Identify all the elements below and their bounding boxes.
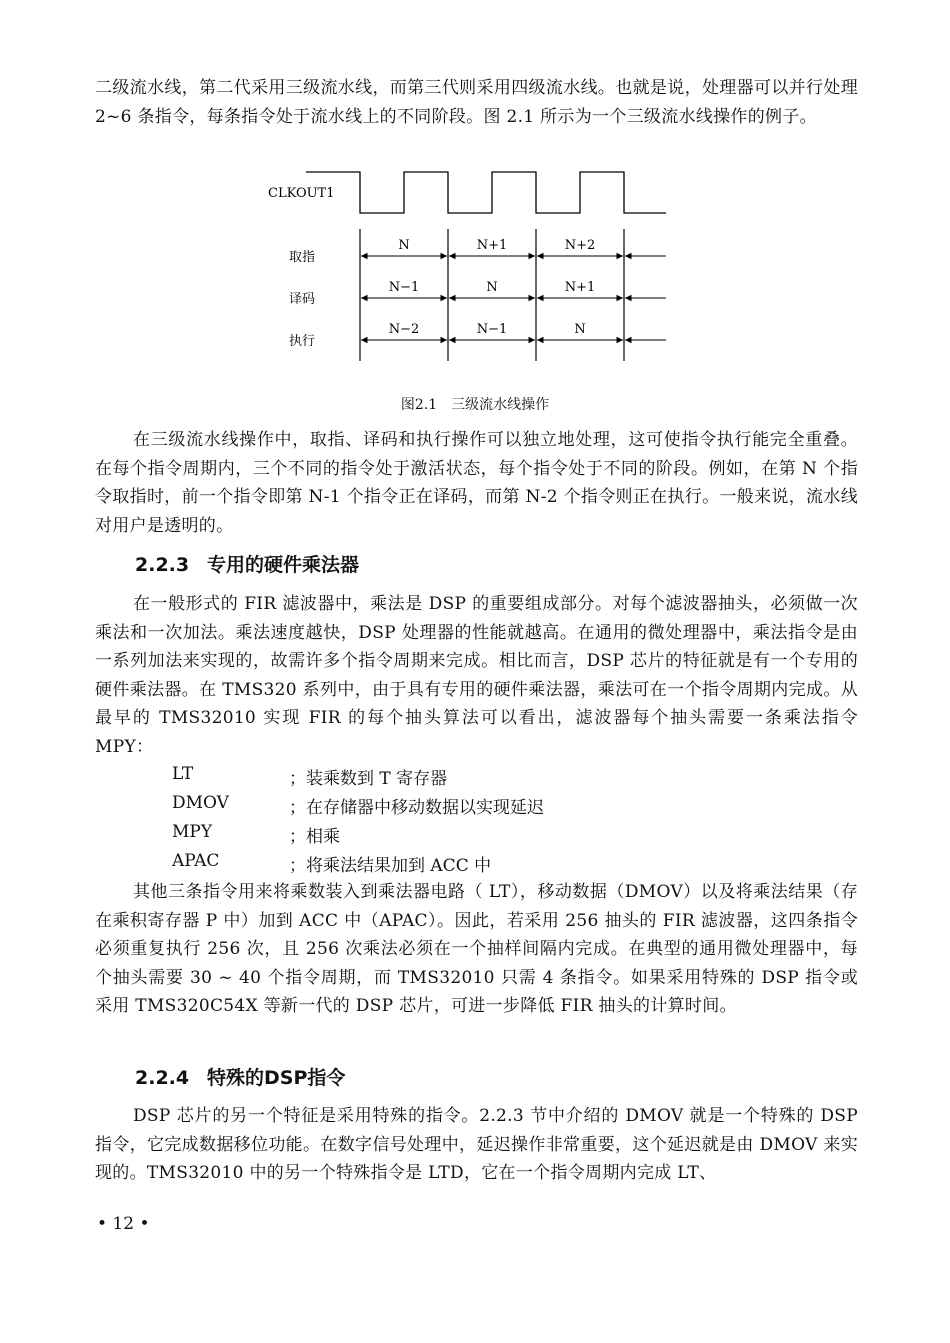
section-heading-224	[135, 1063, 345, 1090]
section-title: 专用的硬件乘法器	[207, 554, 360, 576]
instruction-label: N−1	[388, 280, 420, 295]
instruction-label: N+1	[564, 280, 596, 295]
instruction-label: N	[486, 280, 498, 295]
section-heading-223	[135, 550, 359, 577]
instruction-label: N−2	[388, 322, 420, 337]
instruction-label: N+1	[476, 238, 508, 253]
page-number: • 12 •	[97, 1214, 150, 1234]
code-opcode: MPY	[172, 822, 213, 842]
code-comment: ；相乘	[289, 827, 340, 847]
clock-waveform	[306, 172, 666, 213]
code-comment: ；在存储器中移动数据以实现延迟	[289, 798, 544, 818]
code-opcode: LT	[172, 764, 194, 784]
stage-label: 取指	[289, 250, 316, 265]
stage-label: 译码	[289, 292, 316, 307]
section-number: 2.2.3	[135, 554, 190, 576]
clock-label: CLKOUT1	[268, 186, 335, 201]
code-comment: ；装乘数到 T 寄存器	[289, 769, 448, 789]
stage-label: 执行	[289, 334, 316, 349]
section-title: 特殊的DSP指令	[207, 1067, 346, 1089]
instruction-label: N+2	[564, 238, 596, 253]
paragraph-pipeline: 在三级流水线操作中，取指、译码和执行操作可以独立地处理，这可使指令执行能完全重叠。在每个指令周期内，三个不同的指令处于激活状态，每个指令处于不同的阶段。例如，在第 N 个指令取指时，前一个指令即第 N-1 个指令正在译码，而第 N-2 个指令则正在执行。一般来说，流水线对用户是透明的。	[95, 430, 858, 536]
paragraph-instructions: 其他三条指令用来将乘数装入到乘法器电路（ LT），移动数据（DMOV）以及将乘法结果（存在乘积寄存器 P 中）加到 ACC 中（APAC）。因此，若采用 256 抽头的 FIR 滤波器，这四条指令必须重复执行 256 次，且 256 次乘法必须在一个抽样间隔内完成。在典型的通用微处理器中，每个抽头需要 30 ~ 40 个指令周期，而 TMS32010 只需 4 条指令。如果采用特殊的 DSP 指令或采用 TMS320C54X 等新一代的 DSP 芯片，可进一步降低 FIR 抽头的计算时间。	[95, 882, 858, 1016]
instruction-label: N	[398, 238, 410, 253]
intro-paragraph: 二级流水线，第二代采用三级流水线，而第三代则采用四级流水线。也就是说，处理器可以并行处理 2~6 条指令，每条指令处于流水线上的不同阶段。图 2.1 所示为一个三级流水线操作的例子。	[95, 78, 858, 127]
instruction-label: N−1	[476, 322, 508, 337]
section-number: 2.2.4	[135, 1067, 190, 1089]
instruction-label: N	[574, 322, 586, 337]
paragraph-dsp-instructions: DSP 芯片的另一个特征是采用特殊的指令。2.2.3 节中介绍的 DMOV 就是一个特殊的 DSP 指令，它完成数据移位功能。在数字信号处理中，延迟操作非常重要，这个延迟就是由 DMOV 来实现的。TMS32010 中的另一个特殊指令是 LTD，它在一个指令周期内完成 LT、	[95, 1106, 858, 1183]
paragraph-multiplier: 在一般形式的 FIR 滤波器中，乘法是 DSP 的重要组成部分。对每个滤波器抽头，必须做一次乘法和一次加法。乘法速度越快，DSP 处理器的性能就越高。在通用的微处理器中，乘法指令是由一系列加法来实现的，故需许多个指令周期来完成。相比而言，DSP 芯片的特征就是有一个专用的硬件乘法器。在 TMS320 系列中，由于具有专用的硬件乘法器，乘法可在一个指令周期内完成。从最早的 TMS32010 实现 FIR 的每个抽头算法可以看出，滤波器每个抽头需要一条乘法指令 MPY：	[95, 594, 858, 757]
code-opcode: APAC	[172, 851, 220, 871]
figure-caption: 图2.1 三级流水线操作	[400, 397, 550, 413]
code-comment: ；将乘法结果加到 ACC 中	[289, 856, 492, 876]
code-opcode: DMOV	[172, 793, 229, 813]
pipeline-timing-diagram	[0, 0, 950, 380]
